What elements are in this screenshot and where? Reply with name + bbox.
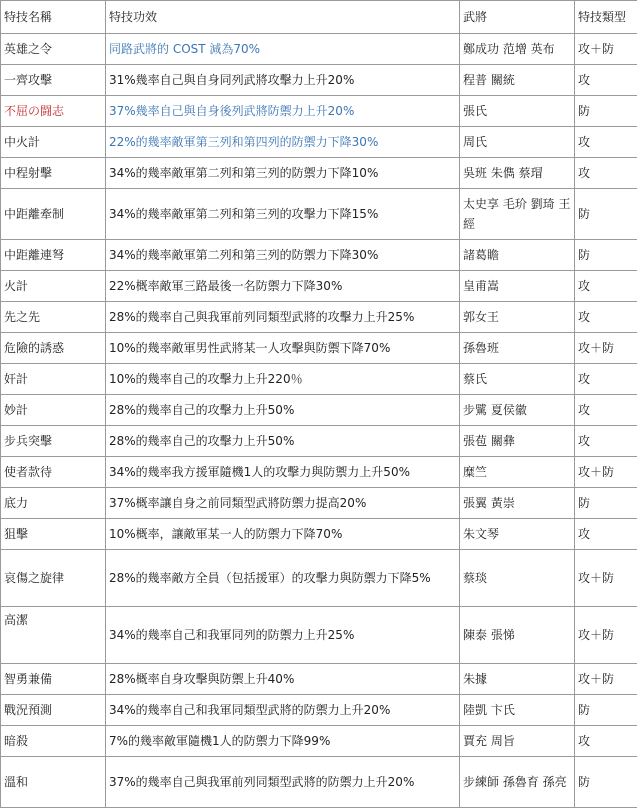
skill-name-cell: 底力 (1, 488, 106, 519)
skill-effect-cell: 34%的幾率自己和我軍同類型武將的防禦力上升20% (106, 695, 460, 726)
table-header-row (1, 1, 637, 34)
skill-name-cell: 中火計 (1, 127, 106, 158)
table-row (1, 271, 637, 302)
table-row (1, 34, 637, 65)
skill-type-cell: 攻 (575, 519, 637, 550)
skill-effect-cell: 37%的幾率自己與我軍前列同類型武將的防禦力上升20% (106, 757, 460, 808)
skill-type-cell: 攻＋防 (575, 34, 637, 65)
skill-effect-cell: 37%概率讓自身之前同類型武將防禦力提高20% (106, 488, 460, 519)
skill-type-cell: 攻 (575, 127, 637, 158)
generals-cell: 程普 關統 (460, 65, 575, 96)
skill-type-cell: 攻＋防 (575, 550, 637, 607)
table-row (1, 695, 637, 726)
skill-name-cell: 溫和 (1, 757, 106, 808)
skill-name-cell: 先之先 (1, 302, 106, 333)
header-generals: 武將 (460, 1, 575, 34)
generals-cell: 陸凱 卞氏 (460, 695, 575, 726)
skill-effect-cell: 28%的幾率自己的攻擊力上升50% (106, 426, 460, 457)
table-row (1, 457, 637, 488)
generals-cell: 步練師 孫魯育 孫亮 (460, 757, 575, 808)
generals-cell: 諸葛瞻 (460, 240, 575, 271)
skill-type-cell: 攻 (575, 726, 637, 757)
table-row (1, 488, 637, 519)
skill-name-cell: 中程射擊 (1, 158, 106, 189)
skill-effect-cell: 34%的幾率我方援軍隨機1人的攻擊力與防禦力上升50% (106, 457, 460, 488)
skill-name-cell: 戰況預測 (1, 695, 106, 726)
skill-effect-cell: 34%的幾率敵軍第二列和第三列的防禦力下降10% (106, 158, 460, 189)
generals-cell: 糜竺 (460, 457, 575, 488)
table-row (1, 189, 637, 240)
skill-type-cell: 攻＋防 (575, 457, 637, 488)
generals-cell: 張苞 關彝 (460, 426, 575, 457)
table-row (1, 664, 637, 695)
table-row (1, 550, 637, 607)
skill-name-cell: 危險的誘惑 (1, 333, 106, 364)
table-row (1, 395, 637, 426)
skill-name-cell: 狙擊 (1, 519, 106, 550)
skill-type-cell: 攻 (575, 158, 637, 189)
skill-effect-cell: 31%幾率自己與自身同列武將攻擊力上升20% (106, 65, 460, 96)
generals-cell: 皇甫嵩 (460, 271, 575, 302)
generals-cell: 蔡琰 (460, 550, 575, 607)
skill-type-cell: 攻＋防 (575, 333, 637, 364)
skill-name-cell: 中距離牽制 (1, 189, 106, 240)
header-skill-type: 特技類型 (575, 1, 637, 34)
generals-cell: 周氏 (460, 127, 575, 158)
skill-type-cell: 防 (575, 96, 637, 127)
table-row (1, 333, 637, 364)
skill-name-cell: 一齊攻擊 (1, 65, 106, 96)
generals-cell: 步騭 夏侯徽 (460, 395, 575, 426)
skill-name-cell: 不屈の闘志 (1, 96, 106, 127)
skill-effect-cell: 10%的幾率敵軍男性武將某一人攻擊與防禦下降70% (106, 333, 460, 364)
generals-cell: 賈充 周旨 (460, 726, 575, 757)
table-row (1, 127, 637, 158)
skill-effect-cell: 28%的幾率自己與我軍前列同類型武將的攻擊力上升25% (106, 302, 460, 333)
generals-cell: 蔡氏 (460, 364, 575, 395)
skill-type-cell: 攻 (575, 65, 637, 96)
table-row (1, 757, 637, 808)
skill-effect-cell: 22%概率敵軍三路最後一名防禦力下降30% (106, 271, 460, 302)
skill-effect-cell: 7%的幾率敵軍隨機1人的防禦力下降99% (106, 726, 460, 757)
table-row (1, 607, 637, 664)
skill-name-cell: 智勇兼備 (1, 664, 106, 695)
generals-cell: 太史享 毛玠 劉琦 王經 (460, 189, 575, 240)
skill-name-cell: 步兵突擊 (1, 426, 106, 457)
skill-effect-cell: 28%概率自身攻擊與防禦上升40% (106, 664, 460, 695)
generals-cell: 郭女王 (460, 302, 575, 333)
skill-name-cell: 英雄之令 (1, 34, 106, 65)
skill-effect-cell: 34%的幾率敵軍第二列和第三列的防禦力下降30% (106, 240, 460, 271)
skill-type-cell: 防 (575, 240, 637, 271)
skill-effect-cell: 同路武將的 COST 減為70% (106, 34, 460, 65)
skill-type-cell: 攻 (575, 302, 637, 333)
skill-effect-cell: 28%的幾率自己的攻擊力上升50% (106, 395, 460, 426)
skill-effect-cell: 34%的幾率自己和我軍同列的防禦力上升25% (106, 607, 460, 664)
generals-cell: 朱據 (460, 664, 575, 695)
skill-effect-cell: 22%的幾率敵軍第三列和第四列的防禦力下降30% (106, 127, 460, 158)
table-row (1, 96, 637, 127)
skill-name-cell: 高潔 (1, 607, 106, 664)
skill-name-cell: 奸計 (1, 364, 106, 395)
table-row (1, 158, 637, 189)
skill-effect-cell: 34%的幾率敵軍第二列和第三列的攻擊力下降15% (106, 189, 460, 240)
generals-cell: 朱文琴 (460, 519, 575, 550)
table-row (1, 302, 637, 333)
generals-cell: 陳泰 張悌 (460, 607, 575, 664)
skill-type-cell: 攻＋防 (575, 664, 637, 695)
skill-type-cell: 防 (575, 757, 637, 808)
skill-name-cell: 暗殺 (1, 726, 106, 757)
skill-effect-cell: 37%幾率自己與自身後列武將防禦力上升20% (106, 96, 460, 127)
generals-cell: 孫魯班 (460, 333, 575, 364)
skill-type-cell: 攻 (575, 364, 637, 395)
skill-name-cell: 火計 (1, 271, 106, 302)
generals-cell: 張翼 黃崇 (460, 488, 575, 519)
skill-name-cell: 中距離連弩 (1, 240, 106, 271)
skill-name-cell: 使者款待 (1, 457, 106, 488)
generals-cell: 吳班 朱儁 蔡瑁 (460, 158, 575, 189)
skill-type-cell: 攻＋防 (575, 607, 637, 664)
table-row (1, 726, 637, 757)
generals-cell: 鄭成功 范增 英布 (460, 34, 575, 65)
table-row (1, 364, 637, 395)
header-skill-name: 特技名稱 (1, 1, 106, 34)
table-row (1, 240, 637, 271)
skill-type-cell: 防 (575, 189, 637, 240)
skill-type-cell: 攻 (575, 426, 637, 457)
skill-type-cell: 防 (575, 488, 637, 519)
skill-type-cell: 攻 (575, 271, 637, 302)
skill-name-cell: 哀傷之旋律 (1, 550, 106, 607)
skill-effect-cell: 28%的幾率敵方全員（包括援軍）的攻擊力與防禦力下降5% (106, 550, 460, 607)
skill-effect-cell: 10%的幾率自己的攻擊力上升220％ (106, 364, 460, 395)
skill-type-cell: 攻 (575, 395, 637, 426)
table-row (1, 65, 637, 96)
header-skill-effect: 特技功效 (106, 1, 460, 34)
skill-effect-cell: 10%概率，讓敵軍某一人的防禦力下降70% (106, 519, 460, 550)
table-row (1, 519, 637, 550)
table-row (1, 426, 637, 457)
skill-type-cell: 防 (575, 695, 637, 726)
skill-name-cell: 妙計 (1, 395, 106, 426)
generals-cell: 張氏 (460, 96, 575, 127)
